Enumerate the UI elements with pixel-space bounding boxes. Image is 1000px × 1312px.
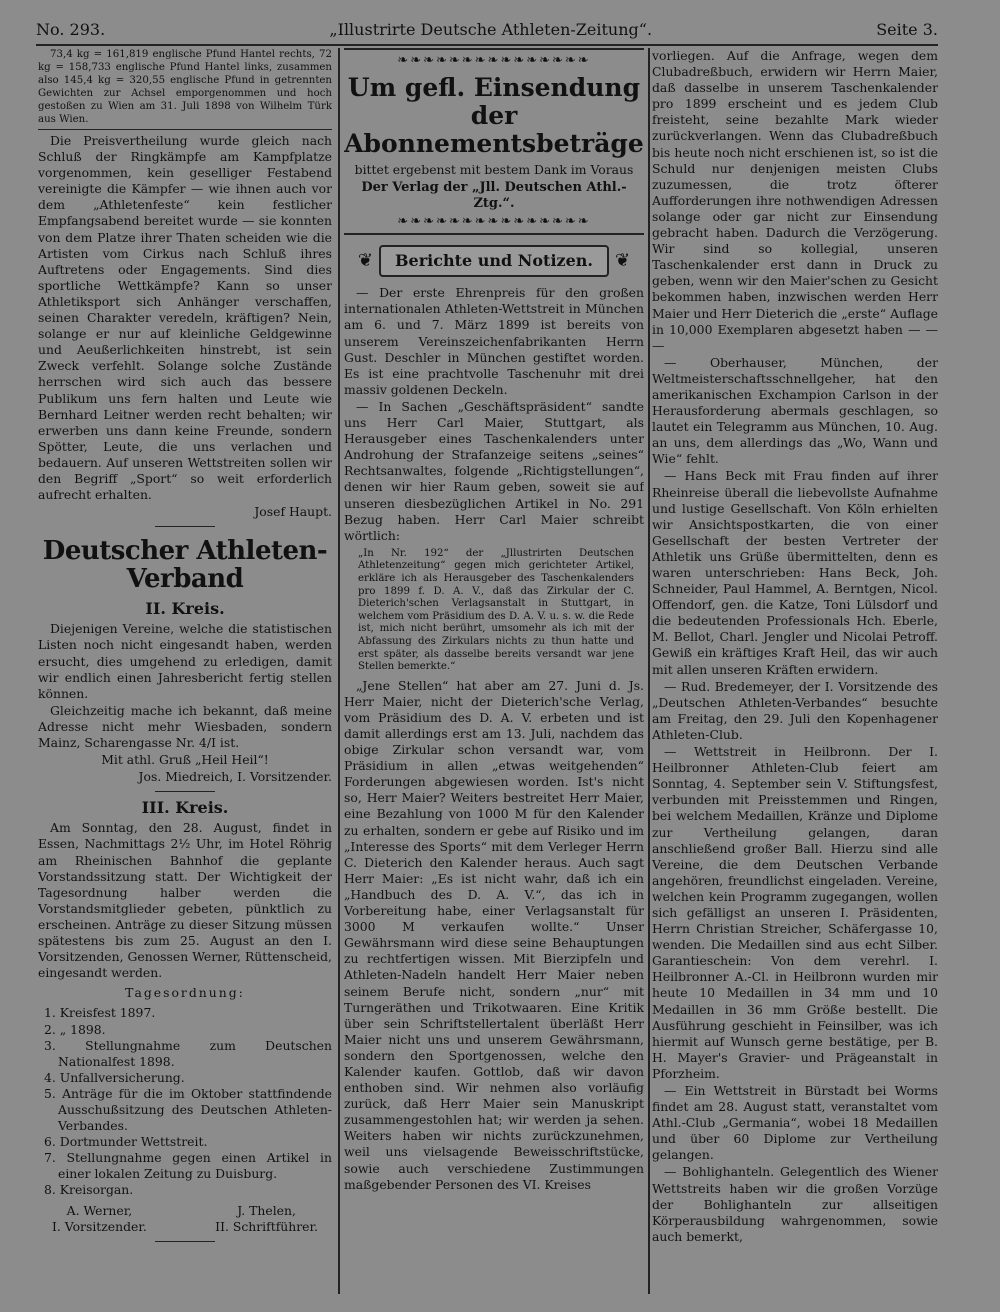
kreis3-paragraph: Am Sonntag, den 28. August, findet in Essen, Nachmittags 2½ Uhr, im Hotel Röhrig am Rheinischen Bahnhof die geplante Vorstandssitzung statt. Der Wichtigkeit der Tagesordnung halber werden die Vorstandsmitglieder gebeten, pünktlich zu erscheinen. Anträge zu dieser Sitzung müssen spätestens bis zum 25. August an den I. Vorsitzenden, Genossen Werner, Rüttenscheid, eingesandt werden. xyxy=(38,820,332,981)
kreis3-heading: III. Kreis. xyxy=(141,798,229,818)
page-number: Seite 3. xyxy=(876,19,938,39)
column-middle xyxy=(344,48,644,1294)
ad-title: Um gefl. Einsendung der Abonnementsbeträge xyxy=(344,73,644,158)
column-divider xyxy=(648,48,650,1294)
agenda-list xyxy=(38,1005,332,1198)
quoted-letter: „In Nr. 192“ der „Jllustrirten Deutschen Athletenzeitung“ gegen mich gerichteter Artikel, erkläre ich als Herausgeber des Taschenkalenders pro 1899 f. D. A. V., daß das Zirkular der C. Dieterich'schen Verlagsanstalt in Stuttgart, in welchem vom Präsidium des D. A. V. u. s. w. die Rede ist, mich nicht berührt, umsomehr als ich mit der Abfassung des Zirkulars nichts zu thun hatte und erst später, als dasselbe bereits versandt war jene Stellen bemerkte.“ xyxy=(358,547,634,673)
notice-paragraph: — Ein Wettstreit in Bürstadt bei Worms findet am 28. August statt, veranstaltet vom Athl.-Club „Germania“, wobei 18 Medaillen und über 60 Diplome zur Vertheilung gelangen. xyxy=(652,1083,938,1163)
notice-paragraph: „Jene Stellen“ hat aber am 27. Juni d. Js. Herr Maier, nicht der Dieterich'sche Verlag, vom Präsidium des D. A. V. erbeten und ist damit allerdings erst am 13. Juli, nachdem das obige Zirkular schon versandt war, vom Präsidium in allen „etwas weitgehenden“ Forderungen abgewiesen worden. Ist's nicht so, Herr Maier? Weiters bestreitet Herr Maier, eine Bezahlung von 1000 M für den Kalender zu erhalten, sondern er gebe auf Risiko und im „Interesse des Sports“ mit dem Verleger Herrn C. Dieterich den Kalender heraus. Auch sagt Herr Maier: „Es ist nicht wahr, daß ich ein „Handbuch des D. A. V.“, das ich in Vorbereitung habe, einer Verlagsanstalt für 3000 M verkaufen wollte.“ Unser Gewährsmann wird diese seine Behauptungen zu rechtfertigen wissen. Mit Bierzipfeln und Athleten-Nadeln handelt Herr Maier neben seinem Berufe nicht, sondern „nur“ mit Turngeräthen und Trikotwaaren. Eine Kritik über sein Schriftstellertalent überläßt Herr Maier nicht uns und unserem Gewährsmann, sondern den Sportgenossen, welche den Kalender kaufen. Gottlob, daß wir davon enthoben sind. Wir nehmen also vorläufig zurück, daß Herr Maier sein Manuskript zusammengestohlen hat; wir werden ja sehen. Weiters haben wir nichts zurückzunehmen, weil uns vielsagende Beweisschriftstücke, sowie auch verschiedene Zustimmungen maßgebender Personen des VI. Kreises xyxy=(344,677,644,1192)
kreis2-heading: II. Kreis. xyxy=(145,599,225,619)
kreis2-paragraph: Gleichzeitig mache ich bekannt, daß meine Adresse nicht mehr Wiesbaden, sondern Mainz, Scharengasse Nr. 4/I ist. xyxy=(38,702,332,750)
divider xyxy=(38,129,332,130)
leaf-ornament-icon: ❦ xyxy=(614,250,631,272)
page-header xyxy=(36,14,938,46)
signature-name: J. Thelen, xyxy=(237,1202,296,1218)
agenda-item: 2. „ 1898. xyxy=(44,1021,106,1037)
agenda-item: 8. Kreisorgan. xyxy=(44,1182,134,1198)
ad-text: bittet ergebenst mit bestem Dank im Voraus xyxy=(354,162,634,177)
notice-paragraph: — Oberhauser, München, der Weltmeisterschaftsschnellgeher, hat den amerikanischen Exchampion Carlson in der Herausforderung abermals geschlagen, so lautet ein Telegramm aus München, 10. Aug. an uns, dem allerdings das „Wo, Wann und Wie“ fehlt. xyxy=(652,354,938,467)
notice-paragraph: — Hans Beck mit Frau finden auf ihrer Rheinreise überall die liebevollste Aufnahme und lustige Gesellschaft. Von Köln erhielten wir Ansichtspostkarten, die von einer Gesellschaft der besten Vertreter der Athletik uns Grüße übermittelten, denn es waren unterschrieben: Hans Beck, Joh. Schneider, Paul Hammel, A. Berntgen, Nicol. Offendorf, gen. die Katze, Toni Lülsdorf und die bedeutenden Professionals Hch. Eberle, M. Bellot, Charl. Jengler und Nicolai Petroff. Gewiß ein kräftiges Kraft Heil, das wir auch mit allen unseren Kräften erwidern. xyxy=(652,468,938,677)
agenda-item: 1. Kreisfest 1897. xyxy=(44,1005,156,1021)
signature-role: II. Schriftführer. xyxy=(215,1218,318,1234)
issue-number: No. 293. xyxy=(36,19,106,39)
kreis2-greeting: Mit athl. Gruß „Heil Heil“! xyxy=(101,752,269,768)
section-banner xyxy=(344,245,644,277)
weights-note: 73,4 kg = 161,819 englische Pfund Hantel rechts, 72 kg = 158,733 englische Pfund Hantel links, zusammen also 145,4 kg = 320,55 englische Pfund in getrennten Gewichten zur Achsel emporgenommen und hoch gestoßen zu Wien am 31. Juli 1898 von Wilhelm Türk aus Wien. xyxy=(38,49,332,125)
signatures xyxy=(38,1203,332,1235)
agenda-item: 7. Stellungnahme gegen einen Artikel in einer lokalen Zeitung zu Duisburg. xyxy=(44,1150,332,1182)
agenda-item: 6. Dortmunder Wettstreit. xyxy=(44,1134,208,1150)
kreis2-paragraph: Diejenigen Vereine, welche die statistischen Listen noch nicht eingesandt haben, werden ersucht, dies umgehend zu erledigen, damit wir endlich einen Jahresbericht fertig stellen können. xyxy=(38,621,332,701)
agenda-heading: Tagesordnung: xyxy=(125,985,245,1001)
notice-paragraph: — Rud. Bredemeyer, der I. Vorsitzende des „Deutschen Athleten-Verbandes“ besuchte am Freitag, den 29. Juli den Kopenhagener Athleten-Club. xyxy=(652,678,938,742)
signature-left xyxy=(52,1203,147,1235)
article-text: Die Preisvertheilung wurde gleich nach Schluß der Ringkämpfe am Kampfplatze vorgenommen, kein geselliger Festabend vereinigte die Kämpfer — wie ihnen auch vor dem „Athletenfeste“ kein festlicher Empfangsabend bereitet wurde — sie konnten von dem Platze ihrer Thaten scheiden wie die Artisten vom Cirkus nach Schluß ihres Auftretens oder Engagements. Sind dies sportliche Wettkämpfe? Kann so unser Athletiksport sich Anhänger verschaffen, seinen Charakter veredeln, kräftigen? Nein, solange er nur auf kleinliche Geldgewinne und Aeußerlichkeiten hinstrebt, ist sein Zweck verfehlt. Solange solche Zustände herrschen wird sich auch das bessere Publikum uns fern halten und Leute wie Bernhard Leitner werden recht behalten; wir erwerben uns dann keine Freunde, sondern Spötter, Leute, die uns verlachen und bedauern. Auf unseren Wettstreiten sollen wir den Begriff „Sport“ so weit erforderlich aufrecht erhalten. xyxy=(38,133,332,503)
divider xyxy=(155,791,215,792)
signature-role: I. Vorsitzender. xyxy=(52,1218,147,1234)
leaf-ornament-icon: ❦ xyxy=(357,250,373,272)
section-title: Berichte und Notizen. xyxy=(379,245,609,277)
divider xyxy=(155,526,215,527)
verband-heading: Deutscher Athleten-Verband xyxy=(42,536,328,595)
agenda-item: 3. Stellungnahme zum Deutschen Nationalfest 1898. xyxy=(44,1037,332,1069)
ornament-row-icon: ❧❧❧❧❧❧❧❧❧❧❧❧❧❧❧ xyxy=(397,54,591,68)
column-right xyxy=(652,48,938,1294)
notice-paragraph: — Wettstreit in Heilbronn. Der I. Heilbronner Athleten-Club feiert am Sonntag, 4. September sein V. Stiftungsfest, verbunden mit Preisstemmen und Ringen, bei welchem Medaillen, Kränze und Diplome zur Vertheilung gelangen, daran anschließend großer Ball. Hierzu sind alle Vereine, die dem Deutschen Verbande angehören, freundlichst eingeladen. Vereine, welchen kein Programm zugegangen, wollen sich gefälligst an unseren I. Präsidenten, Herrn Christian Streicher, Schäfergasse 10, wenden. Die Medaillen sind aus echt Silber. Garantieschein: Von dem verehrl. I. Heilbronner A.-Cl. in Heilbronn wurden mir heute 10 Medaillen in 34 mm und 10 Medaillen in 36 mm Größe bestellt. Die Ausführung geschieht in Feinsilber, was ich hiermit auf Wunsch gerne bestätige, per B. H. Mayer's Gravier- und Prägeanstalt in Pforzheim. xyxy=(652,744,938,1081)
signature-name: A. Werner, xyxy=(66,1202,133,1218)
divider xyxy=(155,1241,215,1242)
notice-paragraph: — Bohlighanteln. Gelegentlich des Wiener Wettstreits haben wir die großen Vorzüge der Bohlighanteln zur allseitigen Körperausbildung wahrgenommen, sowie auch bemerkt, xyxy=(652,1164,938,1244)
agenda-item: 4. Unfallversicherung. xyxy=(44,1069,185,1085)
column-divider xyxy=(338,48,340,1294)
notice-paragraph: vorliegen. Auf die Anfrage, wegen dem Clubadreßbuch, erwidern wir Herrn Maier, daß dasselbe in unserem Taschenkalender pro 1899 erscheint und es jedem Club freisteht, seine bezahlte Mark wieder zurückverlangen. Wenn das Clubadreßbuch bis heute noch nicht erschienen ist, so ist die Schuld nur denjenigen meisten Clubs zuzumessen, die trotz öfterer Aufforderungen ihre nothwendigen Adressen solange oder gar nicht zur Einsendung gebracht haben. Dadurch die Verzögerung. Wir sind so kollegial, unseren Taschenkalender erst dann in Druck zu geben, wenn wir den Maier'schen zu Gesicht bekommen haben, inzwischen werden Herr Maier und Herr Dieterich die „erste“ Auflage in 10,000 Exemplaren abgesetzt haben — — — xyxy=(652,48,938,353)
kreis2-signature: Jos. Miedreich, I. Vorsitzender. xyxy=(138,769,332,785)
notice-paragraph: — In Sachen „Geschäftspräsident“ sandte uns Herr Carl Maier, Stuttgart, als Herausgeber eines Taschenkalenders unter Androhung der Strafanzeige seitens „seines“ Rechtsanwaltes, folgende „Richtigstellungen“, denen wir hier Raum geben, soweit sie auf unseren diesbezüglichen Artikel in No. 291 Bezug haben. Herr Carl Maier schreibt wörtlich: xyxy=(344,398,644,543)
newspaper-title: „Illustrirte Deutsche Athleten-Zeitung“. xyxy=(329,19,653,39)
signature-right xyxy=(215,1203,318,1235)
column-left xyxy=(38,48,332,1294)
agenda-item: 5. Anträge für die im Oktober stattfindende Ausschußsitzung des Deutschen Athleten-Verbandes. xyxy=(44,1085,332,1134)
article-author: Josef Haupt. xyxy=(254,504,332,520)
subscription-ad xyxy=(344,48,644,235)
notice-paragraph: — Der erste Ehrenpreis für den großen internationalen Athleten-Wettstreit in München am 6. und 7. März 1899 ist bereits von unserem Vereinszeichenfabrikanten Herrn Gust. Deschler in München gestiftet worden. Es ist eine prachtvolle Taschenuhr mit drei massiv goldenen Deckeln. xyxy=(344,285,644,397)
ornament-row-icon: ❧❧❧❧❧❧❧❧❧❧❧❧❧❧❧ xyxy=(397,215,591,230)
ad-signature: Der Verlag der „Jll. Deutschen Athl.-Ztg.“. xyxy=(361,180,627,212)
